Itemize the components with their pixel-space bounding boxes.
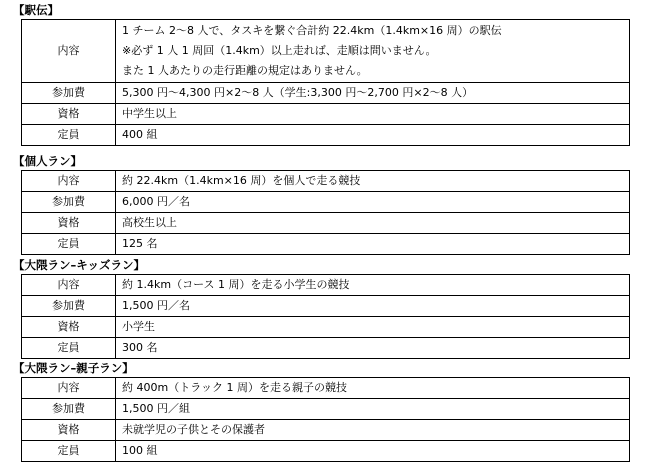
table-row — [22, 83, 630, 104]
row-label: 内容 — [22, 378, 116, 399]
row-value: 6,000 円／名 — [116, 192, 630, 213]
row-label: 定員 — [22, 338, 116, 359]
row-label: 参加費 — [22, 296, 116, 317]
row-value: 約 22.4km（1.4km×16 周）を個人で走る競技 — [116, 171, 630, 192]
row-label: 定員 — [22, 234, 116, 255]
row-label: 定員 — [22, 441, 116, 462]
row-value: 1,500 円／組 — [116, 399, 630, 420]
row-label: 資格 — [22, 317, 116, 338]
table-row — [22, 125, 630, 146]
row-value: 1,500 円／名 — [116, 296, 630, 317]
table-row — [22, 104, 630, 125]
section-title-parent-child-run: 【大隈ラン–親子ラン】 — [13, 361, 134, 375]
row-value: 未就学児の子供とその保護者 — [116, 420, 630, 441]
individual-run-table — [21, 170, 630, 255]
row-label: 内容 — [22, 171, 116, 192]
row-label: 定員 — [22, 125, 116, 146]
row-value: 300 名 — [116, 338, 630, 359]
table-row — [22, 171, 630, 192]
table-row — [22, 338, 630, 359]
table-row — [22, 441, 630, 462]
row-value-line: ※必ず 1 人 1 周回（1.4km）以上走れば、走順は問いません。 — [122, 44, 437, 57]
row-value: 約 1.4km（コース 1 周）を走る小学生の競技 — [116, 275, 630, 296]
kids-run-table — [21, 274, 630, 359]
row-label: 資格 — [22, 420, 116, 441]
table-row — [22, 296, 630, 317]
table-row — [22, 192, 630, 213]
row-value-line: また 1 人あたりの走行距離の規定はありません。 — [122, 64, 368, 77]
table-row — [22, 213, 630, 234]
table-row — [22, 275, 630, 296]
row-value: 小学生 — [116, 317, 630, 338]
row-value — [116, 20, 630, 83]
row-value: 100 組 — [116, 441, 630, 462]
row-value: 約 400m（トラック 1 周）を走る親子の競技 — [116, 378, 630, 399]
row-label: 参加費 — [22, 399, 116, 420]
row-label: 内容 — [22, 20, 116, 83]
table-row — [22, 20, 630, 83]
section-title-individual-run: 【個人ラン】 — [13, 154, 82, 168]
table-row — [22, 317, 630, 338]
row-value-line: 1 チーム 2～8 人で、タスキを繋ぐ合計約 22.4km（1.4km×16 周）の駅伝 — [122, 24, 502, 37]
table-row — [22, 378, 630, 399]
row-label: 資格 — [22, 213, 116, 234]
row-label: 参加費 — [22, 83, 116, 104]
row-value: 5,300 円～4,300 円×2～8 人（学生:3,300 円～2,700 円×2～8 人） — [116, 83, 630, 104]
table-row — [22, 399, 630, 420]
row-label: 参加費 — [22, 192, 116, 213]
row-label: 内容 — [22, 275, 116, 296]
row-label: 資格 — [22, 104, 116, 125]
table-row — [22, 420, 630, 441]
section-title-ekiden: 【駅伝】 — [13, 3, 59, 17]
row-value: 高校生以上 — [116, 213, 630, 234]
row-value: 125 名 — [116, 234, 630, 255]
parent-child-run-table — [21, 377, 630, 462]
ekiden-table — [21, 19, 630, 146]
row-value: 中学生以上 — [116, 104, 630, 125]
section-title-kids-run: 【大隈ラン–キッズラン】 — [13, 258, 146, 272]
table-row — [22, 234, 630, 255]
row-value: 400 組 — [116, 125, 630, 146]
